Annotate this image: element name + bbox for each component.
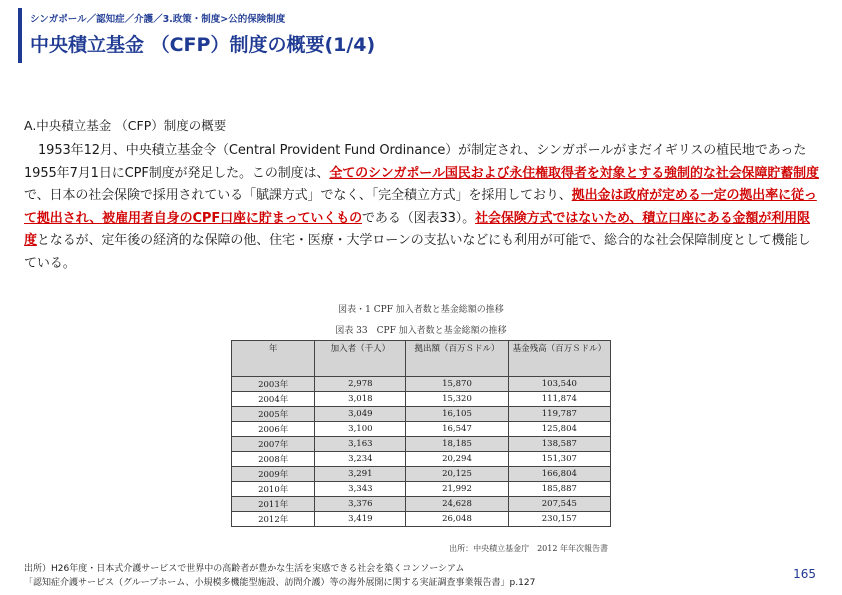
members-cell: 3,100: [315, 422, 406, 437]
contrib-cell: 15,870: [406, 377, 508, 392]
table-row: [232, 377, 611, 392]
page-title: 中央積立基金 （CFP）制度の概要(1/4): [30, 34, 376, 56]
table-row: [232, 482, 611, 497]
balance-cell: 103,540: [508, 377, 610, 392]
column-header: 加入者（千人）: [315, 341, 406, 377]
contrib-cell: 20,125: [406, 467, 508, 482]
year-cell: 2007年: [232, 437, 315, 452]
body-text-1: 1953年12月、中央積立基金令（Central Provident Fund Ordinance）が制定され、シンガポールがまだイギリスの植民地であった1955年7月1日にCPF制度が発足した。この制度は、: [24, 143, 807, 181]
contrib-cell: 16,547: [406, 422, 508, 437]
balance-cell: 230,157: [508, 512, 610, 527]
year-cell: 2011年: [232, 497, 315, 512]
column-header: 拠出額（百万Ｓドル）: [406, 341, 508, 377]
year-cell: 2010年: [232, 482, 315, 497]
balance-cell: 207,545: [508, 497, 610, 512]
year-cell: 2012年: [232, 512, 315, 527]
table-row: [232, 407, 611, 422]
table-row: [232, 497, 611, 512]
highlight-text-3: 社会保険方式ではないため、積立口座にある金額が利用限度: [24, 210, 810, 248]
footer-source-line-2: 「認知症介護サービス（グループホーム、小規模多機能型施設、訪問介護）等の海外展開に関する実証調査事業報告書」p.127: [24, 578, 536, 588]
figure-33: [228, 300, 614, 555]
contrib-cell: 18,185: [406, 437, 508, 452]
balance-cell: 151,307: [508, 452, 610, 467]
body-text-2: で、日本の社会保険で採用されている「賦課方式」でなく、「完全積立方式」を採用しており、: [24, 188, 572, 203]
members-cell: 3,018: [315, 392, 406, 407]
column-header: 基金残高（百万Ｓドル）: [508, 341, 610, 377]
balance-cell: 111,874: [508, 392, 610, 407]
highlight-text-1: 全てのシンガポール国民および永住権取得者を対象とする強制的な社会保障貯蓄制度: [329, 165, 819, 181]
members-cell: 3,419: [315, 512, 406, 527]
year-cell: 2008年: [232, 452, 315, 467]
figure-caption: 図表 33 CPF 加入者数と基金総額の推移: [335, 326, 507, 336]
page-number: 165: [793, 567, 816, 581]
members-cell: 2,978: [315, 377, 406, 392]
year-cell: 2006年: [232, 422, 315, 437]
members-cell: 3,234: [315, 452, 406, 467]
balance-cell: 125,804: [508, 422, 610, 437]
year-cell: 2004年: [232, 392, 315, 407]
highlight-text-2: 拠出金は政府が定める一定の拠出率に従って拠出され、被雇用者自身のCPF口座に貯まっていくもの: [24, 188, 817, 226]
footer-source-line-1: 出所）H26年度・日本式介護サービスで世界中の高齢者が豊かな生活を実感できる社会を築くコンソーシアム: [24, 564, 465, 574]
section-heading: A.中央積立基金 （CFP）制度の概要: [24, 118, 227, 133]
contrib-cell: 24,628: [406, 497, 508, 512]
figure-caption-top: 図表・1 CPF 加入者数と基金総額の推移: [338, 305, 504, 315]
year-cell: 2009年: [232, 467, 315, 482]
body-text-4: となるが、定年後の経済的な保障の他、住宅・医療・大学ローンの支払いなどにも利用が可能で、総合的な社会保障制度として機能している。: [24, 233, 811, 271]
members-cell: 3,343: [315, 482, 406, 497]
table-row: [232, 467, 611, 482]
year-cell: 2003年: [232, 377, 315, 392]
table-row: [232, 437, 611, 452]
contrib-cell: 21,992: [406, 482, 508, 497]
contrib-cell: 15,320: [406, 392, 508, 407]
balance-cell: 185,887: [508, 482, 610, 497]
footer-source: [24, 562, 535, 590]
balance-cell: 119,787: [508, 407, 610, 422]
members-cell: 3,049: [315, 407, 406, 422]
breadcrumb: シンガポール／認知症／介護／3.政策・制度>公的保険制度: [30, 14, 286, 25]
balance-cell: 166,804: [508, 467, 610, 482]
members-cell: 3,291: [315, 467, 406, 482]
members-cell: 3,163: [315, 437, 406, 452]
title-accent-bar: [18, 8, 22, 63]
table-row: [232, 452, 611, 467]
column-header: 年: [232, 341, 315, 377]
table-row: [232, 512, 611, 527]
contrib-cell: 26,048: [406, 512, 508, 527]
cpf-table: [231, 340, 611, 527]
body-text-3: である（図表33）。: [362, 210, 476, 226]
members-cell: 3,376: [315, 497, 406, 512]
figure-source: 出所：中央積立基金庁 2012 年年次報告書: [449, 544, 608, 553]
year-cell: 2005年: [232, 407, 315, 422]
table-header-row: [232, 341, 611, 377]
table-row: [232, 422, 611, 437]
body-paragraph: [24, 140, 820, 275]
balance-cell: 138,587: [508, 437, 610, 452]
contrib-cell: 16,105: [406, 407, 508, 422]
table-row: [232, 392, 611, 407]
contrib-cell: 20,294: [406, 452, 508, 467]
